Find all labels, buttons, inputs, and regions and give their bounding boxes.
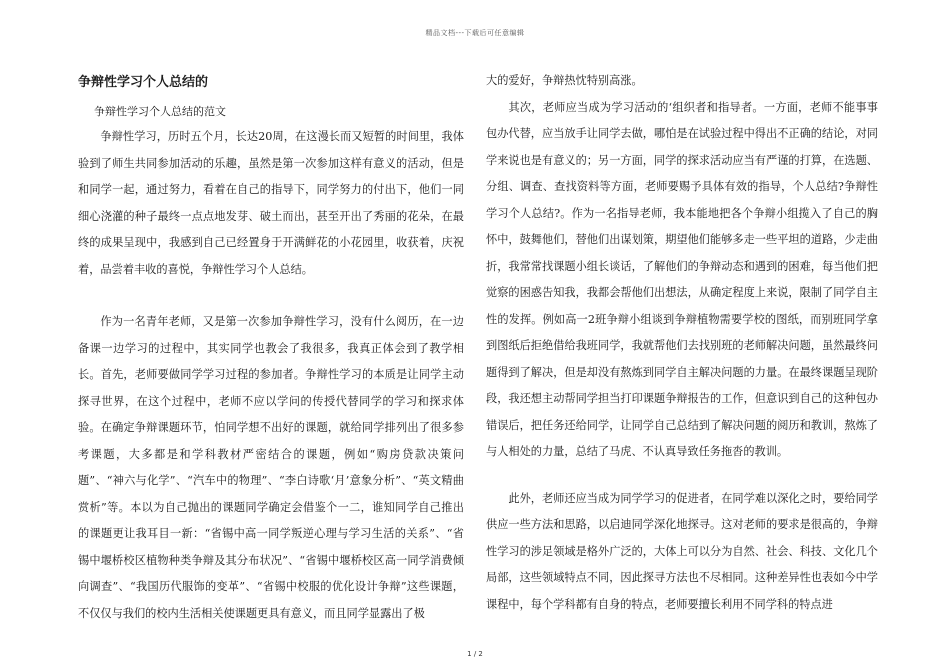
paragraph-gap — [78, 283, 464, 309]
page-number: 1 / 2 — [467, 650, 483, 658]
paragraph-gap — [486, 466, 878, 486]
right-column — [486, 68, 878, 618]
document-subtitle: 争辩性学习个人总结的范文 — [94, 105, 226, 118]
paragraph-intro: 争辩性学习，历时五个月，长达20周，在这漫长而又短暂的时间里，我体验到了师生共同参加活动的乐趣，虽然是第一次参加这样有意义的活动，但是和同学一起，通过努力，看着在自己的指导下，同学努力的付出下，他们一同细心浇灌的种子最终一点点地发芽、破土而出，甚至开出了秀丽的花朵，在最终的成果呈现中，我感到自己已经置身于开满鲜花的小花园里，收获着，庆祝着，品尝着丰收的喜悦，争辩性学习个人总结。 — [78, 130, 464, 276]
paragraph-organizer: 其次，老师应当成为学习活动的‘组织者和指导者。一方面，老师不能事事包办代替，应当放手让同学去做，哪怕是在试验过程中得出不正确的结论，对同学来说也是有意义的；另一方面，同学的探求活动应当有严谨的打算，在选题、分组、调查、查找资料等方面，老师要赐予具体有效的指导，个人总结?争辩性学习个人总结?。作为一名指导老师，我本能地把各个争辩小组揽入了自己的胸怀中，鼓舞他们，替他们出谋划策，期望他们能够多走一些平坦的道路，少走曲折，我常常找课题小组长谈话，了解他们的争辩动态和遇到的困难，每当他们把觉察的困惑告知我，我都会帮他们出想法，从确定程度上来说，限制了同学自主性的发挥。例如高一2班争辩小组谈到争辩植物需要学校的图纸，而别班同学拿到图纸后拒绝借给我班同学，我就帮他们去找别班的老师解决问题，虽然最终问题得到了解决，但是却没有熬炼到同学自主解决问题的力量。在最终课题呈现阶段，我还想主动帮同学担当打印课题争辩报告的工作，但意识到自己的这种包办错误后，把任务还给同学，让同学自己总结到了解决问题的阅历和教训，熬炼了与人相处的力量，总结了马虎、不认真导致任务拖沓的教训。 — [486, 100, 878, 458]
paragraph-promoter: 此外，老师还应当成为同学学习的促进者，在同学难以深化之时，要给同学供应一些方法和思路，以启迪同学深化地探寻。这对老师的要求是很高的，争辩性学习的涉足领域是格外广泛的，大体上可以分为自然、社会、科技、文化几个局部，这些领域特点不同，因此探寻方法也不尽相同。这种差异性也表如今中学课程中，每个学科都有自身的特点，老师要擅长利用不同学科的特点进 — [486, 491, 878, 611]
left-column — [78, 74, 464, 627]
paragraph-teacher-participant: 作为一名青年老师，又是第一次参加争辩性学习，没有什么阅历，在一边备课一边学习的过程中，其实同学也教会了我很多，我真正体会到了教学相长。首先，老师要做同学学习过程的参加者。争辩性学习的本质是让同学主动探寻世界，在这个过程中，老师不应以学问的传授代替同学的学习和探求体验。在确定争辩课题环节，怕同学想不出好的课题，就给同学排列出了很多参考课题，大多都是和学科教材严密结合的课题，例如“购房贷款决策问题”、“神六与化学”、“汽车中的物理”、“李白诗歌‘月’意象分析”、“英文精曲赏析”等。本以为自己抛出的课题同学确定会借鉴个一二，谁知同学自己推出的课题更让我耳目一新：“省锡中高一同学叛逆心理与学习生活的关系”、“省锡中堰桥校区植物种类争辩及其分布状况”、“省锡中堰桥校区高一同学消费倾向调查”、“我国历代服饰的变革”、“省锡中校服的优化设计争辩”这些课题，不仅仅与我们的校内生活相关使课题更具有意义，而且同学显露出了极 — [78, 315, 464, 620]
document-title: 争辩性学习个人总结的 — [78, 75, 209, 90]
paragraph-continuation: 大的爱好，争辩热忱特别高涨。 — [486, 74, 643, 87]
header-note: 精品文档---下载后可任意编辑 — [425, 29, 525, 37]
